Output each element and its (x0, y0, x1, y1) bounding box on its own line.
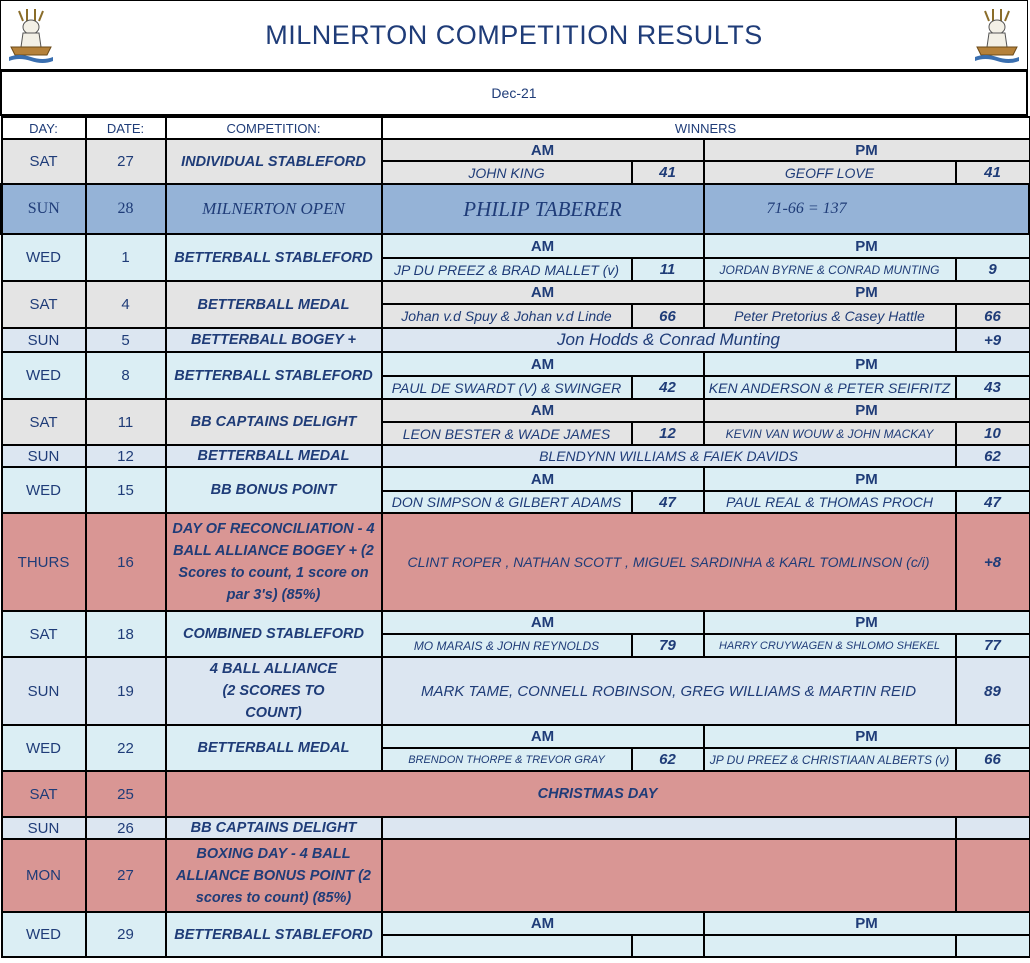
pm-label: PM (704, 399, 1030, 422)
pm-label: PM (704, 281, 1030, 304)
am-winner: PAUL DE SWARDT (V) & SWINGER (382, 376, 632, 399)
table-row (2, 657, 1030, 725)
day-cell: MON (2, 839, 86, 912)
am-score: 79 (632, 634, 704, 657)
am-score: 11 (632, 258, 704, 281)
table-row (2, 445, 1030, 467)
day-cell: WED (2, 352, 86, 399)
score-cell (956, 839, 1030, 912)
date-cell: 11 (86, 399, 166, 445)
table-row (2, 771, 1030, 817)
pm-winner: JORDAN BYRNE & CONRAD MUNTING (704, 258, 956, 281)
competition-cell: COMBINED STABLEFORD (166, 611, 382, 657)
pm-score: 66 (956, 304, 1030, 328)
pm-score: 41 (956, 161, 1030, 184)
score-cell: +9 (956, 328, 1030, 352)
pm-winner: JP DU PREEZ & CHRISTIAAN ALBERTS (v) (704, 748, 956, 771)
day-cell: SUN (2, 445, 86, 467)
page-title: MILNERTON COMPETITION RESULTS (265, 19, 763, 50)
club-crest-icon (5, 5, 57, 65)
score-cell (956, 817, 1030, 839)
month-label: Dec-21 (0, 70, 1028, 116)
date-cell: 4 (86, 281, 166, 328)
table-row (2, 328, 1030, 352)
competition-cell: BB CAPTAINS DELIGHT (166, 817, 382, 839)
score-cell: 89 (956, 657, 1030, 725)
pm-score: 9 (956, 258, 1030, 281)
am-label: AM (382, 399, 704, 422)
am-winner: MO MARAIS & JOHN REYNOLDS (382, 634, 632, 657)
winner-cell (382, 839, 956, 912)
competition-cell: BETTERBALL MEDAL (166, 281, 382, 328)
table-row (2, 467, 1030, 491)
am-label: AM (382, 611, 704, 634)
am-winner: LEON BESTER & WADE JAMES (382, 422, 632, 445)
am-label: AM (382, 352, 704, 376)
table-row (2, 281, 1030, 304)
table-row (2, 611, 1030, 634)
pm-score: 10 (956, 422, 1030, 445)
table-row (2, 912, 1030, 935)
pm-label: PM (704, 725, 1030, 748)
header-date: DATE: (86, 117, 166, 139)
day-cell: SUN (2, 657, 86, 725)
date-cell: 28 (86, 184, 166, 234)
table-row (2, 513, 1030, 611)
competition-cell: DAY OF RECONCILIATION - 4 BALL ALLIANCE BOGEY + (2 Scores to count, 1 score on par 3's) (85%) (166, 513, 382, 611)
am-score (632, 935, 704, 957)
am-label: AM (382, 912, 704, 935)
club-crest-icon (971, 5, 1023, 65)
day-cell: WED (2, 467, 86, 513)
day-cell: SAT (2, 611, 86, 657)
date-cell: 5 (86, 328, 166, 352)
date-cell: 18 (86, 611, 166, 657)
date-cell: 26 (86, 817, 166, 839)
pm-label: PM (704, 912, 1030, 935)
title-banner (0, 0, 1028, 70)
header-competition: COMPETITION: (166, 117, 382, 139)
pm-label: PM (704, 467, 1030, 491)
date-cell: 22 (86, 725, 166, 771)
day-cell: SAT (2, 771, 86, 817)
am-label: AM (382, 234, 704, 258)
pm-winner: Peter Pretorius & Casey Hattle (704, 304, 956, 328)
header-row (2, 117, 1030, 139)
competition-cell: BETTERBALL STABLEFORD (166, 234, 382, 281)
day-cell: SAT (2, 399, 86, 445)
am-label: AM (382, 281, 704, 304)
date-cell: 27 (86, 139, 166, 184)
competition-cell: BB CAPTAINS DELIGHT (166, 399, 382, 445)
table-row (2, 234, 1030, 258)
day-cell: SUN (2, 328, 86, 352)
am-label: AM (382, 467, 704, 491)
day-cell: WED (2, 725, 86, 771)
date-cell: 19 (86, 657, 166, 725)
am-winner: DON SIMPSON & GILBERT ADAMS (382, 491, 632, 513)
pm-score: 43 (956, 376, 1030, 399)
table-row (2, 184, 1030, 234)
competition-cell: 4 BALL ALLIANCE (2 SCORES TO COUNT) (166, 657, 382, 725)
pm-score: 77 (956, 634, 1030, 657)
pm-label: PM (704, 611, 1030, 634)
winner-cell (382, 817, 956, 839)
pm-score (956, 935, 1030, 957)
day-cell: SAT (2, 281, 86, 328)
date-cell: 29 (86, 912, 166, 957)
competition-cell: MILNERTON OPEN (166, 184, 382, 234)
competition-cell: BETTERBALL STABLEFORD (166, 352, 382, 399)
pm-label: PM (704, 352, 1030, 376)
am-score: 42 (632, 376, 704, 399)
date-cell: 25 (86, 771, 166, 817)
competition-cell: CHRISTMAS DAY (166, 771, 1030, 817)
pm-label: PM (704, 139, 1030, 161)
date-cell: 15 (86, 467, 166, 513)
am-winner: JP DU PREEZ & BRAD MALLET (v) (382, 258, 632, 281)
winner-cell: BLENDYNN WILLIAMS & FAIEK DAVIDS (382, 445, 956, 467)
pm-winner: GEOFF LOVE (704, 161, 956, 184)
table-row (2, 139, 1030, 161)
am-score: 47 (632, 491, 704, 513)
competition-cell: BETTERBALL BOGEY + (166, 328, 382, 352)
pm-winner: KEVIN VAN WOUW & JOHN MACKAY (704, 422, 956, 445)
pm-winner (704, 935, 956, 957)
day-cell: WED (2, 912, 86, 957)
score-cell: 71-66 = 137 (704, 184, 1030, 234)
winner-cell: MARK TAME, CONNELL ROBINSON, GREG WILLIAMS & MARTIN REID (382, 657, 956, 725)
am-score: 66 (632, 304, 704, 328)
am-label: AM (382, 139, 704, 161)
pm-winner: PAUL REAL & THOMAS PROCH (704, 491, 956, 513)
day-cell: SAT (2, 139, 86, 184)
date-cell: 27 (86, 839, 166, 912)
am-winner: JOHN KING (382, 161, 632, 184)
winner-cell: CLINT ROPER , NATHAN SCOTT , MIGUEL SARDINHA & KARL TOMLINSON (c/i) (382, 513, 956, 611)
am-score: 41 (632, 161, 704, 184)
date-cell: 8 (86, 352, 166, 399)
table-row (2, 839, 1030, 912)
score-cell: 62 (956, 445, 1030, 467)
date-cell: 1 (86, 234, 166, 281)
pm-score: 47 (956, 491, 1030, 513)
am-winner: BRENDON THORPE & TREVOR GRAY (382, 748, 632, 771)
pm-label: PM (704, 234, 1030, 258)
date-cell: 16 (86, 513, 166, 611)
pm-winner: HARRY CRUYWAGEN & SHLOMO SHEKEL (704, 634, 956, 657)
header-day: DAY: (2, 117, 86, 139)
table-row (2, 352, 1030, 376)
date-cell: 12 (86, 445, 166, 467)
winner-cell: PHILIP TABERER (382, 184, 704, 234)
competition-cell: BETTERBALL STABLEFORD (166, 912, 382, 957)
day-cell: THURS (2, 513, 86, 611)
competition-cell: BB BONUS POINT (166, 467, 382, 513)
header-winners: WINNERS (382, 117, 1030, 139)
am-label: AM (382, 725, 704, 748)
day-cell: WED (2, 234, 86, 281)
competition-cell: INDIVIDUAL STABLEFORD (166, 139, 382, 184)
competition-cell: BOXING DAY - 4 BALL ALLIANCE BONUS POINT (2 scores to count) (85%) (166, 839, 382, 912)
table-row (2, 725, 1030, 748)
am-winner (382, 935, 632, 957)
pm-winner: KEN ANDERSON & PETER SEIFRITZ (704, 376, 956, 399)
table-row (2, 817, 1030, 839)
winner-cell: Jon Hodds & Conrad Munting (382, 328, 956, 352)
competition-cell: BETTERBALL MEDAL (166, 725, 382, 771)
am-winner: Johan v.d Spuy & Johan v.d Linde (382, 304, 632, 328)
table-row (2, 399, 1030, 422)
pm-score: 66 (956, 748, 1030, 771)
competition-cell: BETTERBALL MEDAL (166, 445, 382, 467)
score-cell: +8 (956, 513, 1030, 611)
results-table (0, 116, 1030, 958)
am-score: 62 (632, 748, 704, 771)
day-cell: SUN (2, 184, 86, 234)
am-score: 12 (632, 422, 704, 445)
day-cell: SUN (2, 817, 86, 839)
